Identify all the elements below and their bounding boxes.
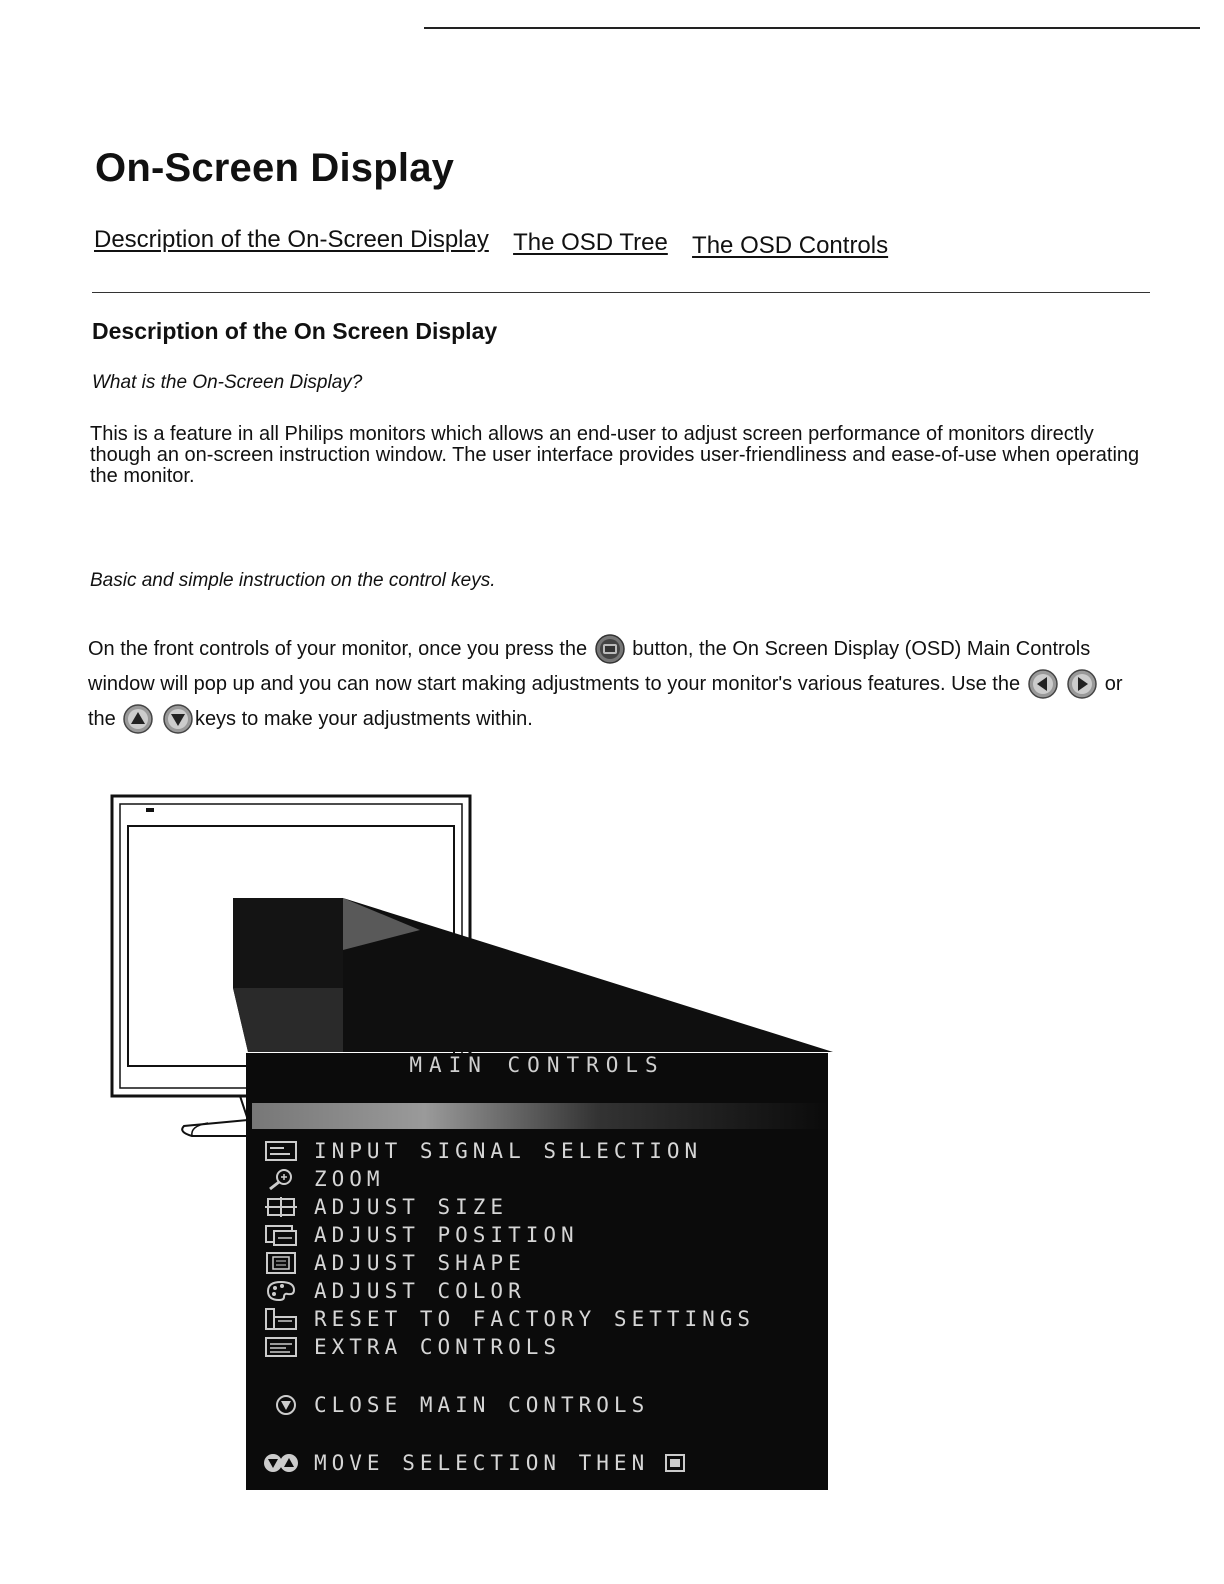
osd-item-label: ADJUST SIZE xyxy=(314,1195,509,1219)
osd-title: MAIN CONTROLS xyxy=(409,1053,665,1077)
down-key-icon xyxy=(262,1393,300,1417)
nav-link-description[interactable]: Description of the On-Screen Display xyxy=(94,226,489,253)
osd-item-label: ADJUST COLOR xyxy=(314,1279,526,1303)
osd-illustration xyxy=(100,790,840,1500)
question-subheading: What is the On-Screen Display? xyxy=(92,372,363,393)
adjust-size-icon xyxy=(262,1195,300,1219)
divider xyxy=(92,292,1150,293)
section-nav xyxy=(94,226,906,259)
osd-item-label: ADJUST POSITION xyxy=(314,1223,579,1247)
top-rule xyxy=(424,27,1200,29)
osd-item-label: ZOOM xyxy=(314,1167,385,1191)
instruction-paragraph xyxy=(88,632,1148,737)
adjust-color-icon xyxy=(262,1279,300,1303)
osd-item-adjust-position[interactable] xyxy=(262,1221,579,1249)
ok-key-icon xyxy=(663,1451,687,1475)
osd-item-label: EXTRA CONTROLS xyxy=(314,1335,562,1359)
right-arrow-key-icon xyxy=(1067,669,1097,699)
osd-close-main-controls[interactable] xyxy=(262,1391,649,1419)
adjust-position-icon xyxy=(262,1223,300,1247)
osd-item-reset-to-factory-settings[interactable] xyxy=(262,1305,755,1333)
factory-reset-icon xyxy=(262,1307,300,1331)
instr-text-b: button, the On Screen Display (OSD) Main Controls window will pop up and you can now start making adjustments to your monitor's various features. Use the xyxy=(88,638,1091,695)
instr-text-c: or the xyxy=(88,673,1123,730)
left-arrow-key-icon xyxy=(1028,669,1058,699)
osd-item-adjust-shape[interactable] xyxy=(262,1249,526,1277)
osd-selection-highlight xyxy=(252,1103,828,1129)
intro-paragraph: This is a feature in all Philips monitors which allows an end-user to adjust screen performance of monitors directly though an on-screen instruction window. The user interface provides user-friendliness and ease-of-use when operating the monitor. xyxy=(90,423,1140,487)
osd-item-extra-controls[interactable] xyxy=(262,1333,561,1361)
osd-item-label: ADJUST SHAPE xyxy=(314,1251,526,1275)
osd-close-label: CLOSE MAIN CONTROLS xyxy=(314,1393,650,1417)
down-arrow-key-icon xyxy=(163,704,193,734)
section-heading: Description of the On Screen Display xyxy=(92,318,498,344)
nav-link-osd-tree[interactable]: The OSD Tree xyxy=(513,229,668,256)
osd-move-selection-hint xyxy=(262,1449,687,1477)
adjust-shape-icon xyxy=(262,1251,300,1275)
osd-item-label: RESET TO FACTORY SETTINGS xyxy=(314,1307,756,1331)
up-arrow-key-icon xyxy=(123,704,153,734)
instr-text-d: keys to make your adjustments within. xyxy=(194,708,533,730)
extra-controls-icon xyxy=(262,1335,300,1359)
osd-item-label: INPUT SIGNAL SELECTION xyxy=(314,1139,703,1163)
nav-link-osd-controls[interactable]: The OSD Controls xyxy=(692,232,889,259)
osd-item-adjust-color[interactable] xyxy=(262,1277,526,1305)
input-signal-icon xyxy=(262,1139,300,1163)
osd-main-controls-window xyxy=(246,1053,828,1490)
page-title: On-Screen Display xyxy=(95,146,455,190)
zoom-icon xyxy=(262,1167,300,1191)
osd-item-adjust-size[interactable] xyxy=(262,1193,508,1221)
basic-instruction-heading: Basic and simple instruction on the control keys. xyxy=(90,570,496,591)
osd-item-zoom[interactable] xyxy=(262,1165,385,1193)
down-up-keys-icon xyxy=(262,1451,300,1475)
instr-text-a: On the front controls of your monitor, once you press the xyxy=(88,638,588,660)
ok-button-icon xyxy=(595,634,625,664)
osd-move-label: MOVE SELECTION THEN xyxy=(314,1451,650,1475)
osd-item-input-signal-selection[interactable] xyxy=(262,1137,702,1165)
